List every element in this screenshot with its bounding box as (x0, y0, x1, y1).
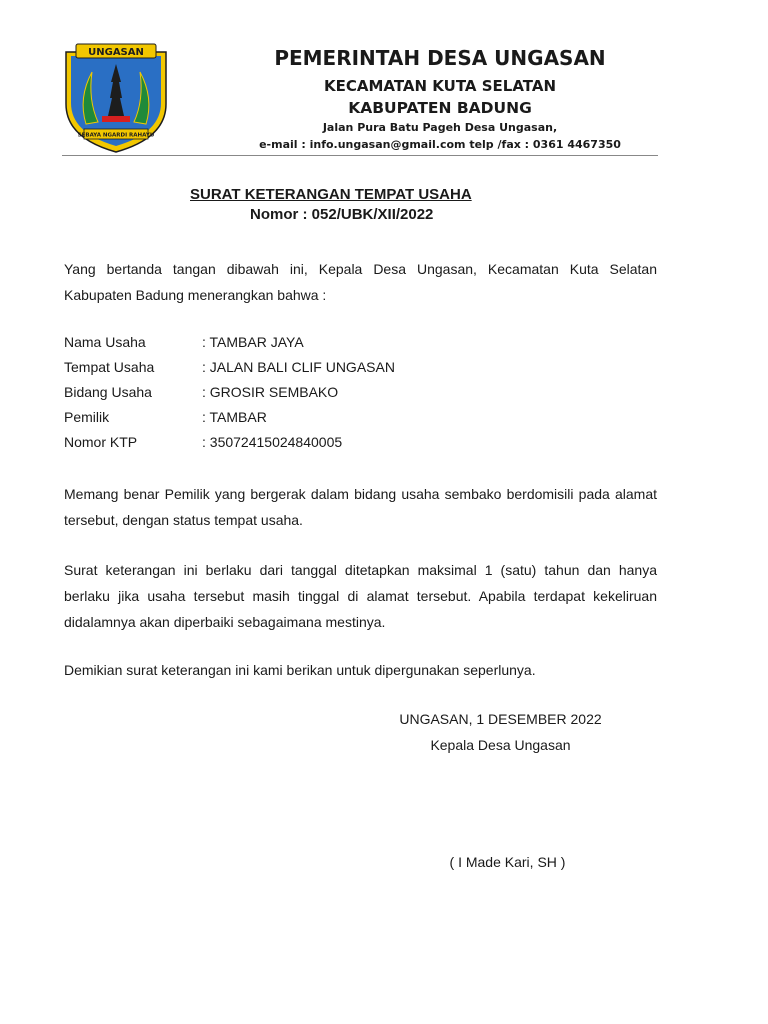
signature-name: ( I Made Kari, SH ) (449, 854, 566, 870)
field-label-owner: Pemilik (64, 409, 110, 425)
emblem-top-text: UNGASAN (88, 47, 144, 58)
letterhead-contact: e-mail : info.ungasan@gmail.com telp /fax : 0361 4467350 (259, 138, 621, 151)
letterhead-address: Jalan Pura Batu Pageh Desa Ungasan, (322, 121, 558, 134)
field-label-id-number: Nomor KTP (64, 434, 138, 450)
signature-place-date: UNGASAN, 1 DESEMBER 2022 (399, 711, 602, 727)
validity-paragraph: Surat keterangan ini berlaku dari tanggal ditetapkan maksimal 1 (satu) tahun dan hanya berlaku jika usaha tersebut masih tinggal di alamat tersebut. Apabila terdapat kekeliruan didalamnya akan diperbaiki sebagaimana mestinya. (64, 562, 657, 630)
letterhead-divider (62, 155, 658, 156)
intro-paragraph: Yang bertanda tangan dibawah ini, Kepala Desa Ungasan, Kecamatan Kuta Selatan Kabupaten Badung menerangkan bahwa : (64, 261, 657, 303)
signature-position: Kepala Desa Ungasan (430, 737, 571, 753)
field-value-owner: : TAMBAR (202, 409, 267, 425)
letter-title: SURAT KETERANGAN TEMPAT USAHA (190, 186, 472, 203)
field-value-business-place: : JALAN BALI CLIF UNGASAN (202, 359, 395, 375)
field-value-business-field: : GROSIR SEMBAKO (202, 384, 339, 400)
closing-paragraph: Demikian surat keterangan ini kami berikan untuk dipergunakan seperlunya. (64, 662, 536, 678)
statement-paragraph: Memang benar Pemilik yang bergerak dalam bidang usaha sembako berdomisili pada alamat tersebut, dengan status tempat usaha. (64, 486, 657, 528)
village-emblem-logo (62, 42, 170, 154)
emblem-motto-text: SEBAYA NGARDI RAHAYU (77, 132, 155, 139)
field-label-business-place: Tempat Usaha (64, 359, 155, 375)
field-value-business-name: : TAMBAR JAYA (202, 334, 304, 350)
field-label-business-field: Bidang Usaha (64, 384, 152, 400)
letterhead-government: PEMERINTAH DESA UNGASAN (274, 46, 606, 70)
letter-number: Nomor : 052/UBK/XII/2022 (250, 206, 434, 223)
letterhead-regency: KABUPATEN BADUNG (348, 99, 532, 117)
letterhead-district: KECAMATAN KUTA SELATAN (323, 77, 557, 95)
field-value-id-number: : 35072415024840005 (202, 434, 343, 450)
field-label-business-name: Nama Usaha (64, 334, 146, 350)
